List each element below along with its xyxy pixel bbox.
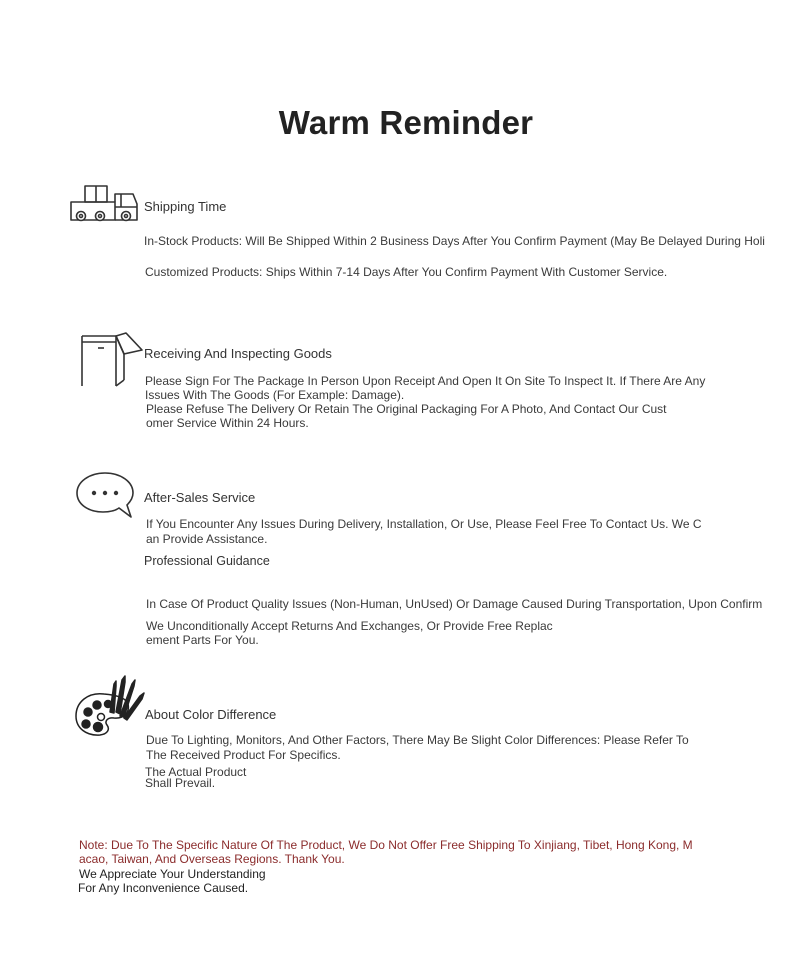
color-line-2: The Received Product For Specifics. bbox=[146, 748, 341, 762]
color-difference-title: About Color Difference bbox=[145, 707, 277, 722]
receiving-line-3: Please Refuse The Delivery Or Retain The Original Packaging For A Photo, And Contact Our Cust bbox=[146, 402, 667, 416]
note-line-3: We Appreciate Your Understanding bbox=[79, 867, 266, 881]
after-sales-line-1: If You Encounter Any Issues During Delivery, Installation, Or Use, Please Feel Free To Contact Us. We C bbox=[146, 517, 702, 531]
receiving-line-1: Please Sign For The Package In Person Upon Receipt And Open It On Site To Inspect It. If There Are Any bbox=[145, 374, 706, 388]
after-sales-line-2: an Provide Assistance. bbox=[146, 532, 268, 546]
after-sales-line-4: We Unconditionally Accept Returns And Exchanges, Or Provide Free Replac bbox=[146, 619, 553, 633]
note-line-4: For Any Inconvenience Caused. bbox=[78, 881, 249, 895]
color-line-1: Due To Lighting, Monitors, And Other Factors, There May Be Slight Color Differences: Please Refer To bbox=[146, 733, 689, 747]
shipping-line-2: Customized Products: Ships Within 7-14 Days After You Confirm Payment With Customer Service. bbox=[145, 265, 668, 279]
box-icon bbox=[76, 330, 144, 390]
color-line-4: Shall Prevail. bbox=[145, 776, 216, 790]
receiving-title: Receiving And Inspecting Goods bbox=[144, 346, 332, 361]
shipping-title: Shipping Time bbox=[144, 199, 227, 214]
after-sales-title: After-Sales Service bbox=[144, 490, 256, 505]
after-sales-line-3: In Case Of Product Quality Issues (Non-Human, UnUsed) Or Damage Caused During Transportation, Upon Confirm bbox=[146, 597, 763, 611]
after-sales-line-5: ement Parts For You. bbox=[146, 633, 259, 647]
note-line-2: acao, Taiwan, And Overseas Regions. Thank You. bbox=[79, 852, 345, 866]
color-line-3: The Actual Product bbox=[145, 765, 247, 779]
chat-bubble-icon bbox=[75, 470, 135, 520]
professional-guidance-title: Professional Guidance bbox=[144, 554, 270, 568]
shipping-line-1: In-Stock Products: Will Be Shipped Within 2 Business Days After You Confirm Payment (May Be Delayed During Holi bbox=[144, 234, 765, 248]
truck-icon bbox=[69, 183, 151, 225]
page-title: Warm Reminder bbox=[278, 104, 534, 141]
receiving-line-4: omer Service Within 24 Hours. bbox=[146, 416, 309, 430]
note-line-1: Note: Due To The Specific Nature Of The Product, We Do Not Offer Free Shipping To Xinjiang, Tibet, Hong Kong, M bbox=[79, 838, 693, 852]
palette-icon bbox=[74, 672, 146, 738]
receiving-line-2: Issues With The Goods (For Example: Damage). bbox=[145, 388, 405, 402]
